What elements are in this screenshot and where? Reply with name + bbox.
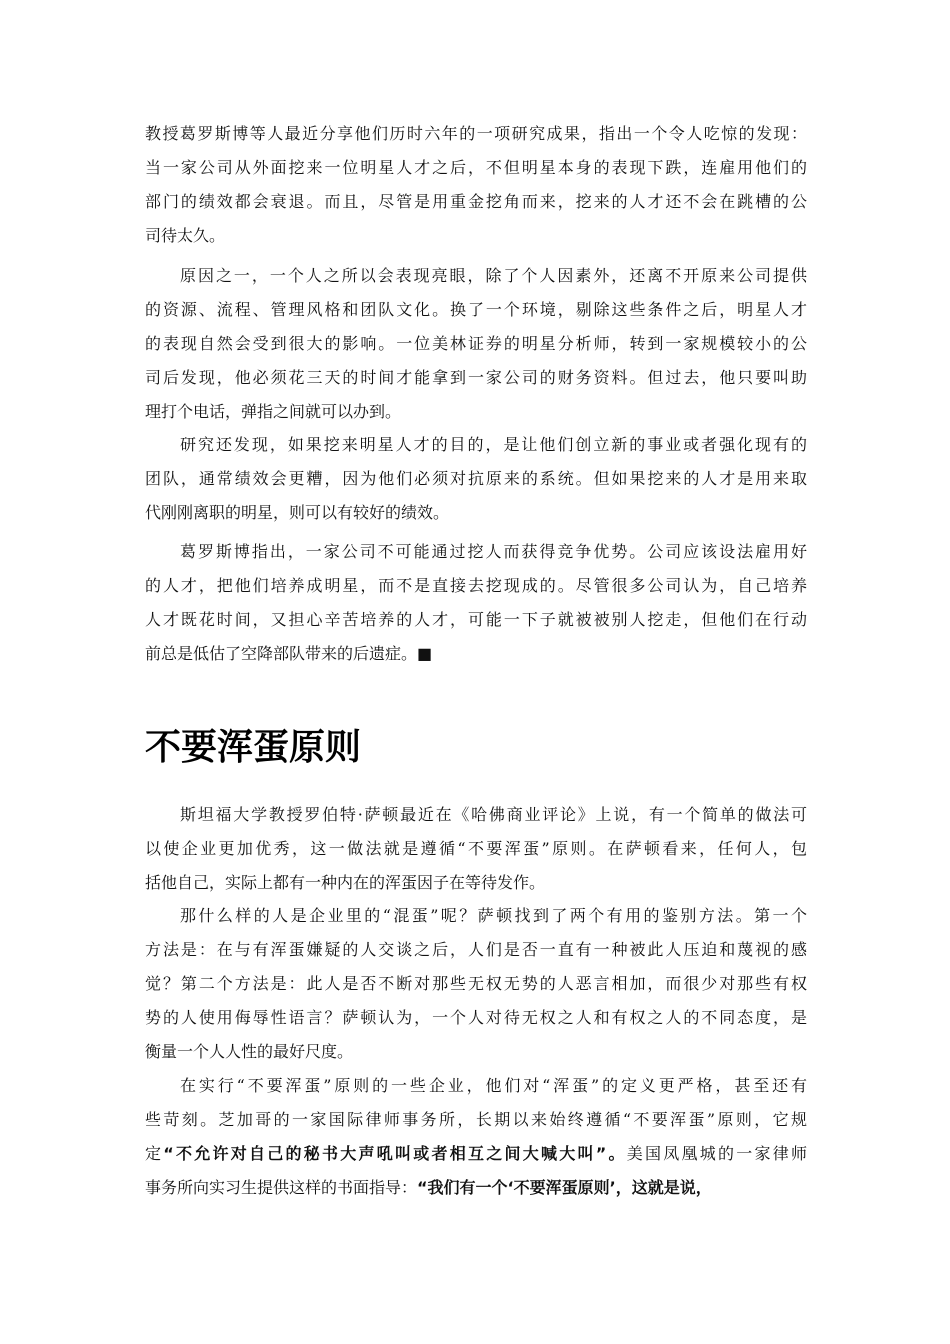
- paragraph-1: [145, 117, 807, 253]
- paragraph-6: [145, 899, 807, 1069]
- text-line: 代刚刚离职的明星，则可以有较好的绩效。: [145, 503, 450, 522]
- text-line: 的人才，把他们培养成明星，而不是直接去挖现成的。尽管很多公司认为，自己培养: [145, 576, 807, 595]
- paragraph-5: [145, 798, 807, 900]
- end-of-article-mark: ■: [417, 644, 433, 663]
- text-line: 些苛刻。芝加哥的一家国际律师事务所，长期以来始终遵循“不要浑蛋”原则，它规: [145, 1110, 807, 1129]
- text-line: 团队，通常绩效会更糟，因为他们必须对抗原来的系统。但如果挖来的人才是用来取: [145, 469, 807, 488]
- text-line: 在实行“不要浑蛋”原则的一些企业，他们对“浑蛋”的定义更严格，甚至还有: [180, 1076, 807, 1095]
- text-line: 的表现自然会受到很大的影响。一位美林证券的明星分析师，转到一家规模较小的公: [145, 334, 807, 353]
- text-line: 教授葛罗斯博等人最近分享他们历时六年的一项研究成果，指出一个令人吃惊的发现：: [145, 124, 807, 143]
- text-line: 斯坦福大学教授罗伯特·萨顿最近在《哈佛商业评论》上说，有一个简单的做法可: [180, 805, 807, 824]
- text-line: 觉？第二个方法是：此人是否不断对那些无权无势的人恶言相加，而很少对那些有权: [145, 974, 807, 993]
- text-line: [145, 637, 807, 671]
- text-line: [145, 1171, 807, 1205]
- text-line: 势的人使用侮辱性语言？萨顿认为，一个人对待无权之人和有权之人的不同态度，是: [145, 1008, 807, 1027]
- text-line: 以使企业更加优秀，这一做法就是遵循“不要浑蛋”原则。在萨顿看来，任何人，包: [145, 839, 807, 858]
- text-line: 研究还发现，如果挖来明星人才的目的，是让他们创立新的事业或者强化现有的: [180, 435, 807, 454]
- text-line: 司待太久。: [145, 226, 226, 245]
- paragraph-3: [145, 428, 807, 530]
- text-fragment: 美国凤凰城的一家律师: [626, 1144, 807, 1163]
- bold-quote: “我们有一个‘不要浑蛋原则’，这就是说，: [417, 1178, 712, 1197]
- text-fragment: 事务所向实习生提供这样的书面指导：: [145, 1178, 418, 1197]
- text-line: 的资源、流程、管理风格和团队文化。换了一个环境，剔除这些条件之后，明星人才: [145, 300, 807, 319]
- text-line: 括他自己，实际上都有一种内在的浑蛋因子在等待发作。: [145, 873, 546, 892]
- bold-quote: “不允许对自己的秘书大声吼叫或者相互之间大喊大叫”。: [163, 1144, 627, 1163]
- text-line: 理打个电话，弹指之间就可以办到。: [145, 402, 402, 421]
- text-line: [145, 1137, 807, 1171]
- text-line: 衡量一个人人性的最好尺度。: [145, 1042, 354, 1061]
- text-line: 原因之一，一个人之所以会表现亮眼，除了个人因素外，还离不开原来公司提供: [180, 266, 807, 285]
- text-fragment: 前总是低估了空降部队带来的后遗症。: [145, 644, 418, 663]
- paragraph-4: [145, 535, 807, 671]
- text-line: 方法是：在与有浑蛋嫌疑的人交谈之后，人们是否一直有一种被此人压迫和蔑视的感: [145, 940, 807, 959]
- paragraph-2: [145, 259, 807, 429]
- paragraph-7: [145, 1069, 807, 1205]
- text-line: 部门的绩效都会衰退。而且，尽管是用重金挖角而来，挖来的人才还不会在跳槽的公: [145, 192, 807, 211]
- article-heading: 不要浑蛋原则: [145, 727, 362, 768]
- text-line: 人才既花时间，又担心辛苦培养的人才，可能一下子就被被别人挖走，但他们在行动: [145, 610, 807, 629]
- text-line: 葛罗斯博指出，一家公司不可能通过挖人而获得竞争优势。公司应该设法雇用好: [180, 542, 807, 561]
- text-line: 司后发现，他必须花三天的时间才能拿到一家公司的财务资料。但过去，他只要叫助: [145, 368, 807, 387]
- text-line: 当一家公司从外面挖来一位明星人才之后，不但明星本身的表现下跌，连雇用他们的: [145, 158, 807, 177]
- text-line: 那什么样的人是企业里的“混蛋”呢？萨顿找到了两个有用的鉴别方法。第一个: [180, 906, 807, 925]
- text-fragment: 定: [145, 1144, 164, 1163]
